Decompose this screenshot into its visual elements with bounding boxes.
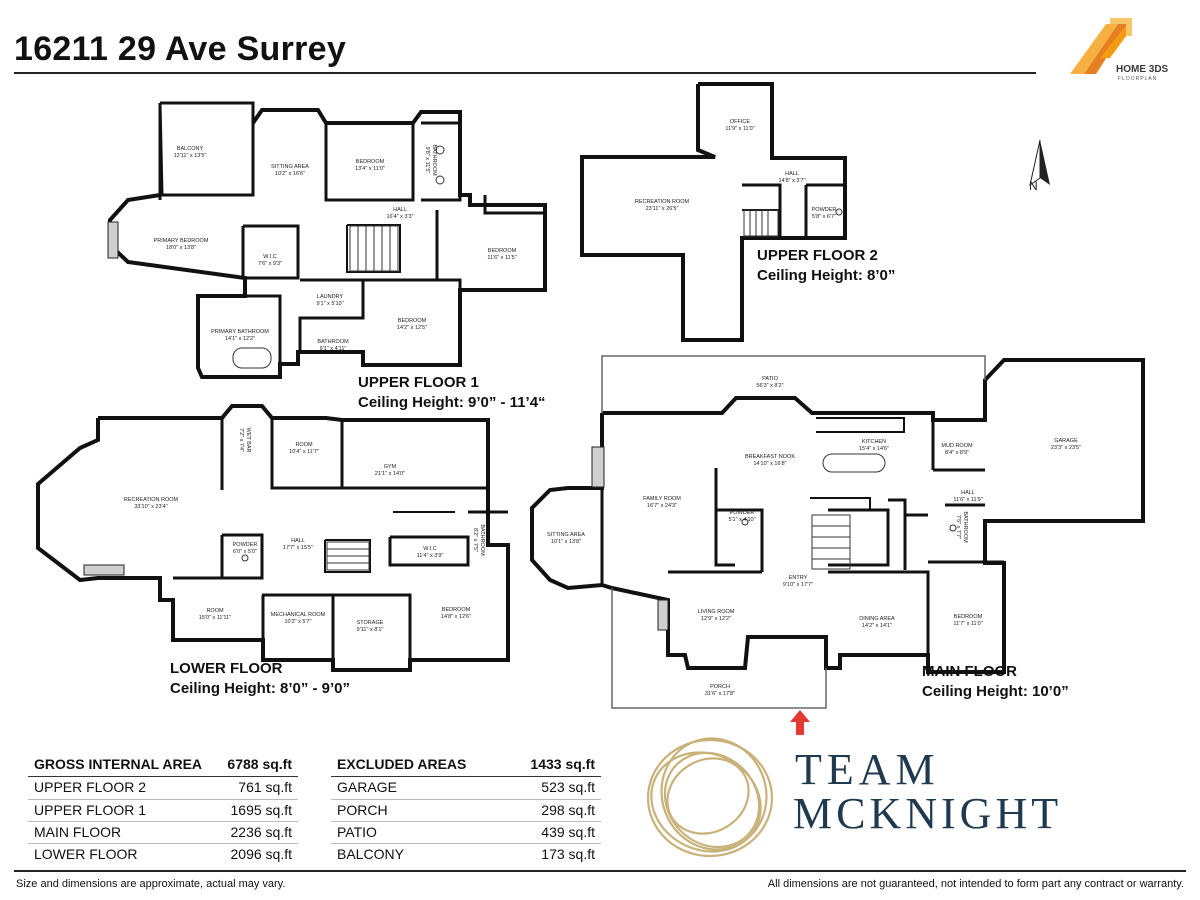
room-name: LIVING ROOM <box>697 609 735 615</box>
room-dimensions: 10'2" x 5'7" <box>284 619 312 625</box>
room-label-u2-office <box>725 119 754 132</box>
floor-walls <box>38 84 1143 672</box>
gross-row-value: 761 sq.ft <box>238 779 292 795</box>
main-floor-walls <box>532 360 1143 672</box>
gross-row-value: 2236 sq.ft <box>230 824 292 840</box>
room-label-l-bath-v <box>472 524 485 556</box>
room-dimensions: 14'2" x 14'1" <box>861 623 893 629</box>
room-name: SITTING AREA <box>271 164 309 170</box>
room-dimensions: 6'0" x 5'0" <box>232 549 258 555</box>
room-dimensions: 9'1" x 5'10" <box>316 301 344 307</box>
compass-north-label: N <box>1029 179 1038 193</box>
room-label-m-sitting <box>547 532 585 545</box>
room-label-l-powder <box>233 542 258 555</box>
room-name: KITCHEN <box>861 439 887 445</box>
room-dimensions: 12'11" x 13'5" <box>173 153 207 159</box>
room-label-m-porch <box>705 684 735 697</box>
room-label-u1-bath2 <box>317 339 349 352</box>
room-name: FAMILY ROOM <box>643 496 681 502</box>
room-dimensions: 16'4" x 3'3" <box>386 214 414 220</box>
room-label-m-patio <box>756 376 783 389</box>
room-label-m-living <box>698 609 735 622</box>
room-label-m-family <box>643 496 681 509</box>
room-name: HALL <box>393 207 407 213</box>
room-label-l-hall <box>283 538 313 551</box>
lower-floor-name: LOWER FLOOR <box>170 660 283 677</box>
room-dimensions: 12'9" x 12'2" <box>700 616 732 622</box>
team-mcknight-rings-logo <box>640 728 780 868</box>
room-dimensions: 5'1" x 4'10" <box>728 517 756 523</box>
room-label-u1-sitting <box>271 164 309 177</box>
room-label-u1-bath-v <box>424 144 437 176</box>
room-name: PRIMARY BATHROOM <box>211 329 269 335</box>
room-dimensions: 11'4" x 3'9" <box>416 553 444 559</box>
room-label-u1-balcony <box>174 146 207 159</box>
gross-row-value: 1695 sq.ft <box>230 802 292 818</box>
gross-area-table <box>34 756 298 868</box>
gross-area-header: GROSS INTERNAL AREA <box>34 756 203 772</box>
upper-floor-2-ceiling: Ceiling Height: 8’0” <box>757 267 896 284</box>
room-label-l-room2 <box>199 608 231 621</box>
room-name: STORAGE <box>356 620 384 626</box>
room-name: PRIMARY BEDROOM <box>153 238 209 244</box>
room-name: BEDROOM <box>397 318 427 324</box>
upper-floor-2-walls <box>582 84 845 340</box>
room-label-m-mud <box>941 443 973 456</box>
room-name: BREAKFAST NOOK <box>744 454 796 460</box>
gross-row-value: 2096 sq.ft <box>230 846 292 862</box>
room-dimensions: 33'10" x 23'4" <box>134 504 168 510</box>
room-label-m-nook <box>745 454 795 467</box>
logo-wordmark: HOME 3DS <box>1116 64 1169 75</box>
upper-floor-1-ceiling: Ceiling Height: 9’0” - 11’4“ <box>358 394 546 411</box>
room-name: BATHROOM <box>962 511 968 543</box>
team-name-line1: TEAM <box>795 745 940 794</box>
room-name: MUD ROOM <box>941 443 973 449</box>
room-dimensions: 5'8" x 6'7" <box>811 214 837 220</box>
room-name: W.I.C <box>423 546 437 552</box>
room-label-l-storage <box>357 620 384 633</box>
room-label-m-entry <box>783 575 813 588</box>
room-label-u1-hall <box>386 207 413 220</box>
excluded-row-label: PORCH <box>337 802 388 818</box>
room-name: BEDROOM <box>487 248 517 254</box>
compass-icon <box>1029 140 1050 193</box>
footer-divider <box>14 870 1186 872</box>
room-label-l-bed <box>441 607 471 620</box>
room-label-m-kitchen <box>859 439 889 452</box>
room-dimensions: 10'4" x 11'7" <box>289 449 319 455</box>
room-dimensions: 7'5" x 7'7" <box>955 514 961 540</box>
room-dimensions: 14'8" x 12'6" <box>440 614 472 620</box>
room-dimensions: 15'4" x 14'6" <box>858 446 890 452</box>
room-label-u1-primary <box>154 238 209 251</box>
main-floor-name: MAIN FLOOR <box>922 663 1017 680</box>
room-name: PORCH <box>710 684 730 690</box>
room-name: ENTRY <box>788 575 808 581</box>
room-label-l-wetbar <box>238 428 251 453</box>
room-dimensions: 11'6" x 11'5" <box>487 255 517 261</box>
room-label-u2-hall <box>778 171 805 184</box>
room-dimensions: 16'7" x 24'3" <box>646 503 678 509</box>
lower-floor-ceiling: Ceiling Height: 8’0” - 9’0” <box>170 680 351 697</box>
room-name: WET BAR <box>245 427 251 453</box>
excluded-row-value: 173 sq.ft <box>541 846 595 862</box>
excluded-row-value: 439 sq.ft <box>541 824 595 840</box>
room-name: ROOM <box>295 442 313 448</box>
room-dimensions: 9'1" x 4'11" <box>319 346 347 352</box>
room-name: SITTING AREA <box>547 532 585 538</box>
room-name: GYM <box>383 464 397 470</box>
main-floor-label <box>922 662 1069 702</box>
room-label-u1-wic <box>258 254 282 267</box>
upper-floor-2-name: UPPER FLOOR 2 <box>757 247 878 264</box>
upper-floor-1-name: UPPER FLOOR 1 <box>358 374 479 391</box>
room-name: GARAGE <box>1054 438 1078 444</box>
lower-floor-walls <box>38 406 508 670</box>
gross-row-label: UPPER FLOOR 2 <box>34 779 147 795</box>
room-label-m-garage <box>1051 438 1081 451</box>
footer-disclaimer-right: All dimensions are not guaranteed, not intended to form part any contract or warranty. <box>767 878 1184 890</box>
excluded-area-total: 1433 sq.ft <box>530 756 595 772</box>
room-label-l-rec <box>124 497 179 510</box>
room-label-u1-primbath <box>211 329 269 342</box>
room-dimensions: 14'1" x 12'2" <box>224 336 256 342</box>
footer-disclaimer-left: Size and dimensions are approximate, actual may vary. <box>16 878 286 890</box>
excluded-row-value: 298 sq.ft <box>541 802 595 818</box>
room-name: BATHROOM <box>431 144 437 176</box>
upper-floor-1-label <box>358 373 546 413</box>
room-label-u2-rec <box>635 199 690 212</box>
room-name: BATHROOM <box>479 524 485 556</box>
room-dimensions: 10'1" x 13'8" <box>550 539 582 545</box>
room-dimensions: 17'7" x 15'5" <box>282 545 314 551</box>
room-dimensions: 7'2" x 7'4" <box>238 427 244 453</box>
room-name: BEDROOM <box>953 614 983 620</box>
room-dimensions: 23'3" x 23'5" <box>1050 445 1082 451</box>
gross-row-label: MAIN FLOOR <box>34 824 122 840</box>
room-dimensions: 14'2" x 12'5" <box>396 325 428 331</box>
room-name: RECREATION ROOM <box>634 199 690 205</box>
room-name: BEDROOM <box>355 159 385 165</box>
room-dimensions: 9'11" x 8'1" <box>356 627 384 633</box>
excluded-area-table <box>337 756 601 868</box>
room-dimensions: 14'8" x 3'7" <box>778 178 806 184</box>
room-label-u1-bed3 <box>397 318 427 331</box>
room-dimensions: 56'3" x 8'2" <box>756 383 784 389</box>
room-dimensions: 14'10" x 16'8" <box>753 461 787 467</box>
room-name: LAUNDRY <box>316 294 344 300</box>
room-name: HALL <box>291 538 305 544</box>
room-dimensions: 8'2" x 7'5" <box>472 527 478 553</box>
room-name: DINING AREA <box>859 616 895 622</box>
room-name: MECHANICAL ROOM <box>270 612 326 618</box>
room-name: RECREATION ROOM <box>123 497 179 503</box>
main-floor-ceiling: Ceiling Height: 10’0” <box>922 683 1069 700</box>
room-dimensions: 21'1" x 14'0" <box>374 471 406 477</box>
room-dimensions: 18'0" x 13'8" <box>165 245 197 251</box>
room-name: ROOM <box>206 608 224 614</box>
room-dimensions: 10'2" x 16'6" <box>274 171 306 177</box>
entrance-arrow-icon <box>790 710 810 735</box>
room-name: HALL <box>785 171 799 177</box>
excluded-row-label: PATIO <box>337 824 377 840</box>
room-label-m-bath-v <box>955 511 968 543</box>
room-label-l-wic <box>417 546 444 559</box>
room-name: POWDER <box>729 510 755 516</box>
room-dimensions: 31'6" x 17'8" <box>704 691 736 697</box>
gross-row-label: UPPER FLOOR 1 <box>34 802 147 818</box>
room-name: PATIO <box>762 376 778 382</box>
room-label-l-room1 <box>289 442 319 455</box>
room-label-m-bed <box>953 614 982 627</box>
room-dimensions: 9'10" x 17'7" <box>782 582 814 588</box>
room-label-m-hall <box>953 490 982 503</box>
room-dimensions: 11'6" x 11'9" <box>953 497 983 503</box>
room-label-l-gym <box>375 464 405 477</box>
room-name: OFFICE <box>729 119 751 125</box>
room-dimensions: 15'0" x 11'11" <box>198 615 232 621</box>
excluded-row-label: GARAGE <box>337 779 397 795</box>
excluded-row-value: 523 sq.ft <box>541 779 595 795</box>
room-name: BEDROOM <box>441 607 471 613</box>
logo-subtitle: FLOORPLAN <box>1118 76 1158 82</box>
room-name: W.I.C <box>263 254 277 260</box>
lower-floor-label <box>170 659 350 699</box>
excluded-area-header: EXCLUDED AREAS <box>337 756 467 772</box>
room-dimensions: 23'11" x 26'5" <box>645 206 679 212</box>
upper-floor-2-label <box>757 246 895 286</box>
room-name: HALL <box>961 490 975 496</box>
gross-area-total: 6788 sq.ft <box>227 756 292 772</box>
gross-row-label: LOWER FLOOR <box>34 846 138 862</box>
room-dimensions: 11'9" x 11'0" <box>725 126 755 132</box>
room-label-u1-bed1 <box>355 159 385 172</box>
fireplaces <box>84 222 668 630</box>
room-label-m-powder <box>728 510 755 523</box>
room-name: POWDER <box>811 207 837 213</box>
room-name: BATHROOM <box>317 339 349 345</box>
room-name: POWDER <box>232 542 258 548</box>
room-dimensions: 13'4" x 11'0" <box>355 166 385 172</box>
room-dimensions: 8'4" x 8'9" <box>944 450 970 456</box>
room-label-m-dining <box>859 616 895 629</box>
room-dimensions: 9'8" x 11'5" <box>424 146 430 174</box>
excluded-row-label: BALCONY <box>337 846 404 862</box>
room-dimensions: 11'7" x 11'0" <box>953 621 983 627</box>
room-label-u2-powder <box>812 207 837 220</box>
room-name: BALCONY <box>176 146 204 152</box>
room-label-u1-laundry <box>316 294 343 307</box>
room-label-u1-bed2 <box>487 248 516 261</box>
room-label-l-mech <box>271 612 326 625</box>
page-title: 16211 29 Ave Surrey <box>14 30 347 68</box>
room-dimensions: 7'6" x 9'3" <box>257 261 283 267</box>
team-name-line2: MCKNIGHT <box>793 789 1063 838</box>
